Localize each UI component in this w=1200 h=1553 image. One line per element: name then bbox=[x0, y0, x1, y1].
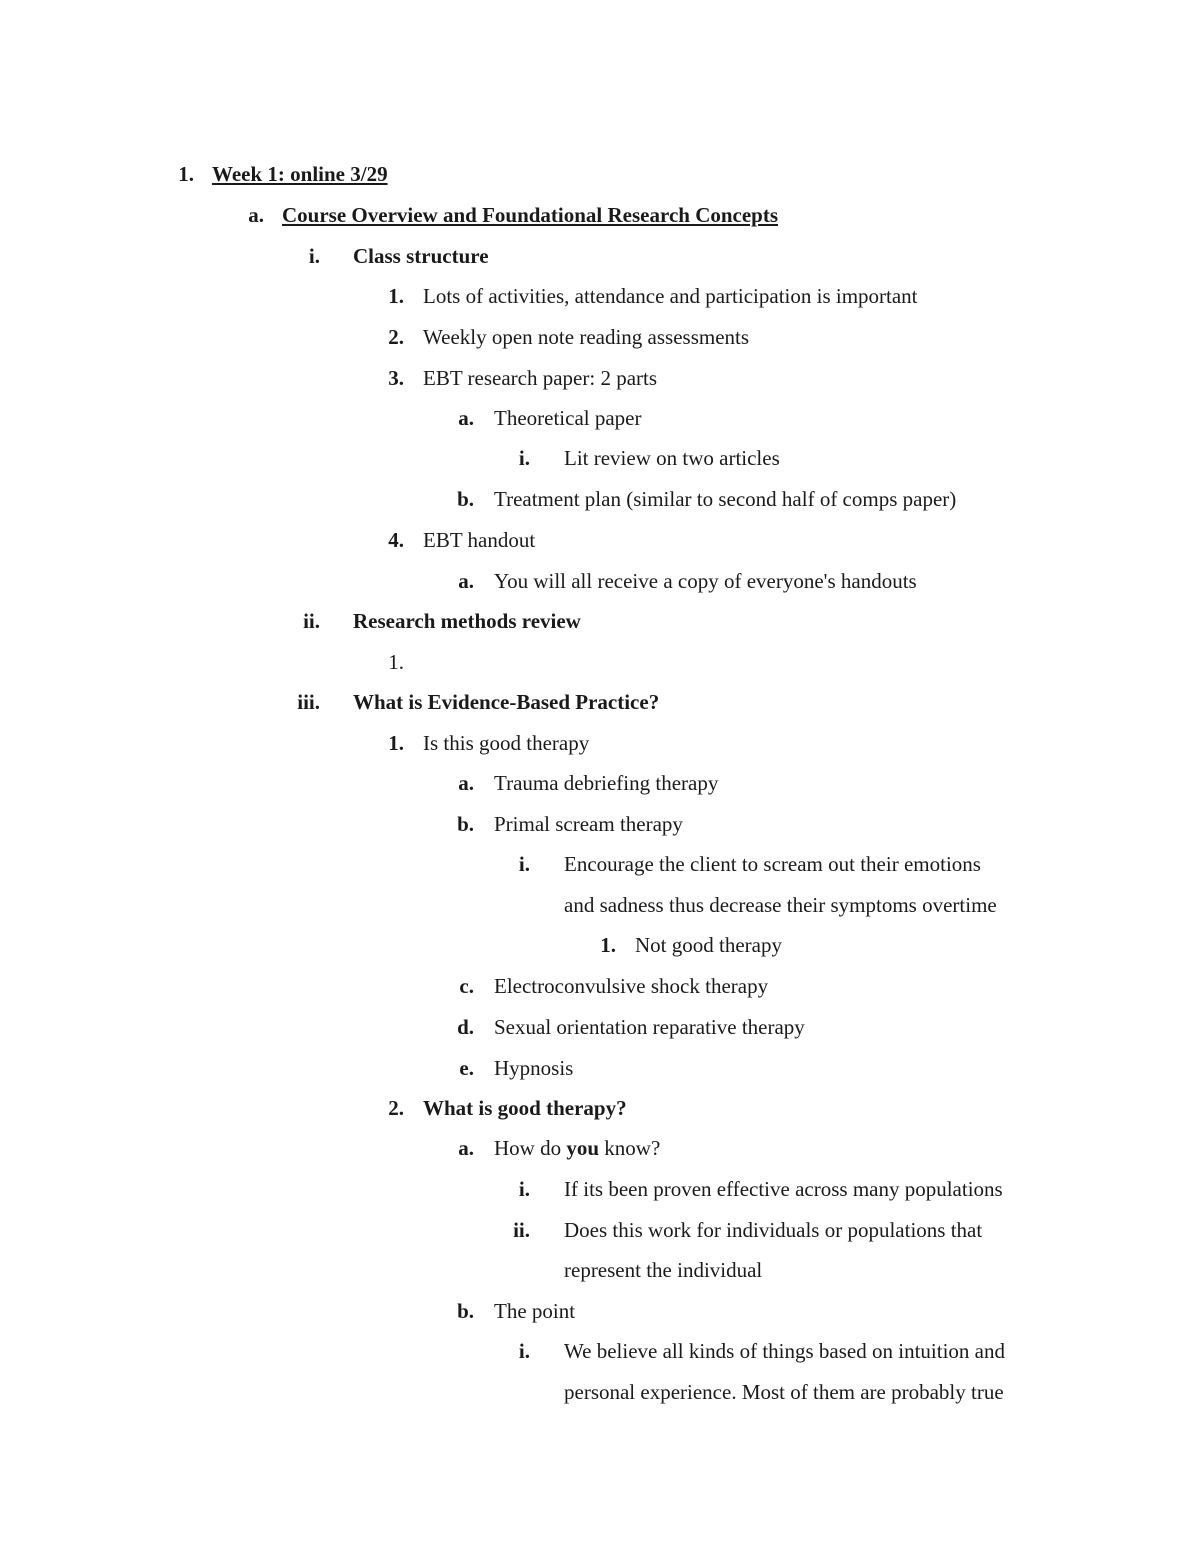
list-marker: a. bbox=[458, 569, 474, 593]
list-marker: d. bbox=[457, 1015, 474, 1039]
emphasized-text: you bbox=[566, 1136, 600, 1160]
week-title: Week 1: online 3/29 bbox=[212, 162, 388, 186]
list-marker: b. bbox=[457, 812, 474, 836]
list-marker: 1. bbox=[388, 284, 404, 308]
list-marker: 3. bbox=[388, 366, 404, 390]
list-item-text bbox=[494, 1133, 660, 1163]
list-marker: 1. bbox=[178, 162, 194, 186]
list-item-text: Lit review on two articles bbox=[564, 446, 780, 470]
list-marker: c. bbox=[459, 974, 474, 998]
list-marker: 1. bbox=[388, 731, 404, 755]
list-marker: 1. bbox=[600, 933, 616, 957]
list-marker: b. bbox=[457, 487, 474, 511]
list-marker: 4. bbox=[388, 528, 404, 552]
list-item-text: Lots of activities, attendance and participation is important bbox=[423, 284, 918, 308]
list-item-text: Primal scream therapy bbox=[494, 812, 683, 836]
list-marker: i. bbox=[518, 446, 530, 470]
list-item-text: Sexual orientation reparative therapy bbox=[494, 1015, 805, 1039]
list-marker: iii. bbox=[297, 690, 320, 714]
list-item-text: Electroconvulsive shock therapy bbox=[494, 974, 769, 998]
list-marker: ii. bbox=[513, 1218, 530, 1242]
list-marker: a. bbox=[248, 203, 264, 227]
list-item-text: Trauma debriefing therapy bbox=[494, 771, 719, 795]
list-item-text: Does this work for individuals or populations that bbox=[564, 1218, 983, 1242]
list-marker: i. bbox=[518, 1177, 530, 1201]
list-item-text: personal experience. Most of them are probably true bbox=[564, 1380, 1004, 1404]
list-marker: i. bbox=[518, 1339, 530, 1363]
list-item-text: You will all receive a copy of everyone's handouts bbox=[494, 569, 917, 593]
list-item-text: If its been proven effective across many populations bbox=[564, 1177, 1003, 1201]
list-item-text: We believe all kinds of things based on intuition and bbox=[564, 1339, 1005, 1363]
list-marker: 2. bbox=[388, 325, 404, 349]
text-run: know? bbox=[599, 1136, 661, 1160]
list-item-text: Not good therapy bbox=[635, 933, 782, 957]
list-marker: 2. bbox=[388, 1096, 404, 1120]
list-item-text: Is this good therapy bbox=[423, 731, 590, 755]
list-marker: b. bbox=[457, 1299, 474, 1323]
section-title: Course Overview and Foundational Research Concepts bbox=[282, 203, 779, 227]
list-item-text: Encourage the client to scream out their emotions bbox=[564, 852, 981, 876]
list-marker: ii. bbox=[303, 609, 320, 633]
list-item-text: and sadness thus decrease their symptoms overtime bbox=[564, 893, 997, 917]
list-marker: i. bbox=[518, 852, 530, 876]
heading-research-methods: Research methods review bbox=[353, 609, 581, 633]
list-marker: e. bbox=[459, 1056, 474, 1080]
list-marker: 1. bbox=[388, 650, 404, 674]
list-marker: a. bbox=[458, 771, 474, 795]
list-marker: i. bbox=[308, 244, 320, 268]
list-item-text: EBT research paper: 2 parts bbox=[423, 366, 658, 390]
list-item-text: represent the individual bbox=[564, 1258, 763, 1282]
list-item-text: Hypnosis bbox=[494, 1056, 574, 1080]
list-marker: a. bbox=[458, 406, 474, 430]
heading-ebp: What is Evidence-Based Practice? bbox=[353, 690, 660, 714]
list-item-text: The point bbox=[494, 1299, 576, 1323]
list-item-text: What is good therapy? bbox=[423, 1096, 627, 1120]
list-item-text: Treatment plan (similar to second half of comps paper) bbox=[494, 487, 957, 511]
list-item-text: EBT handout bbox=[423, 528, 536, 552]
list-item-text: Theoretical paper bbox=[494, 406, 642, 430]
text-run: How do bbox=[494, 1136, 567, 1160]
heading-class-structure: Class structure bbox=[353, 244, 489, 268]
list-item-text: Weekly open note reading assessments bbox=[423, 325, 750, 349]
list-marker: a. bbox=[458, 1136, 474, 1160]
